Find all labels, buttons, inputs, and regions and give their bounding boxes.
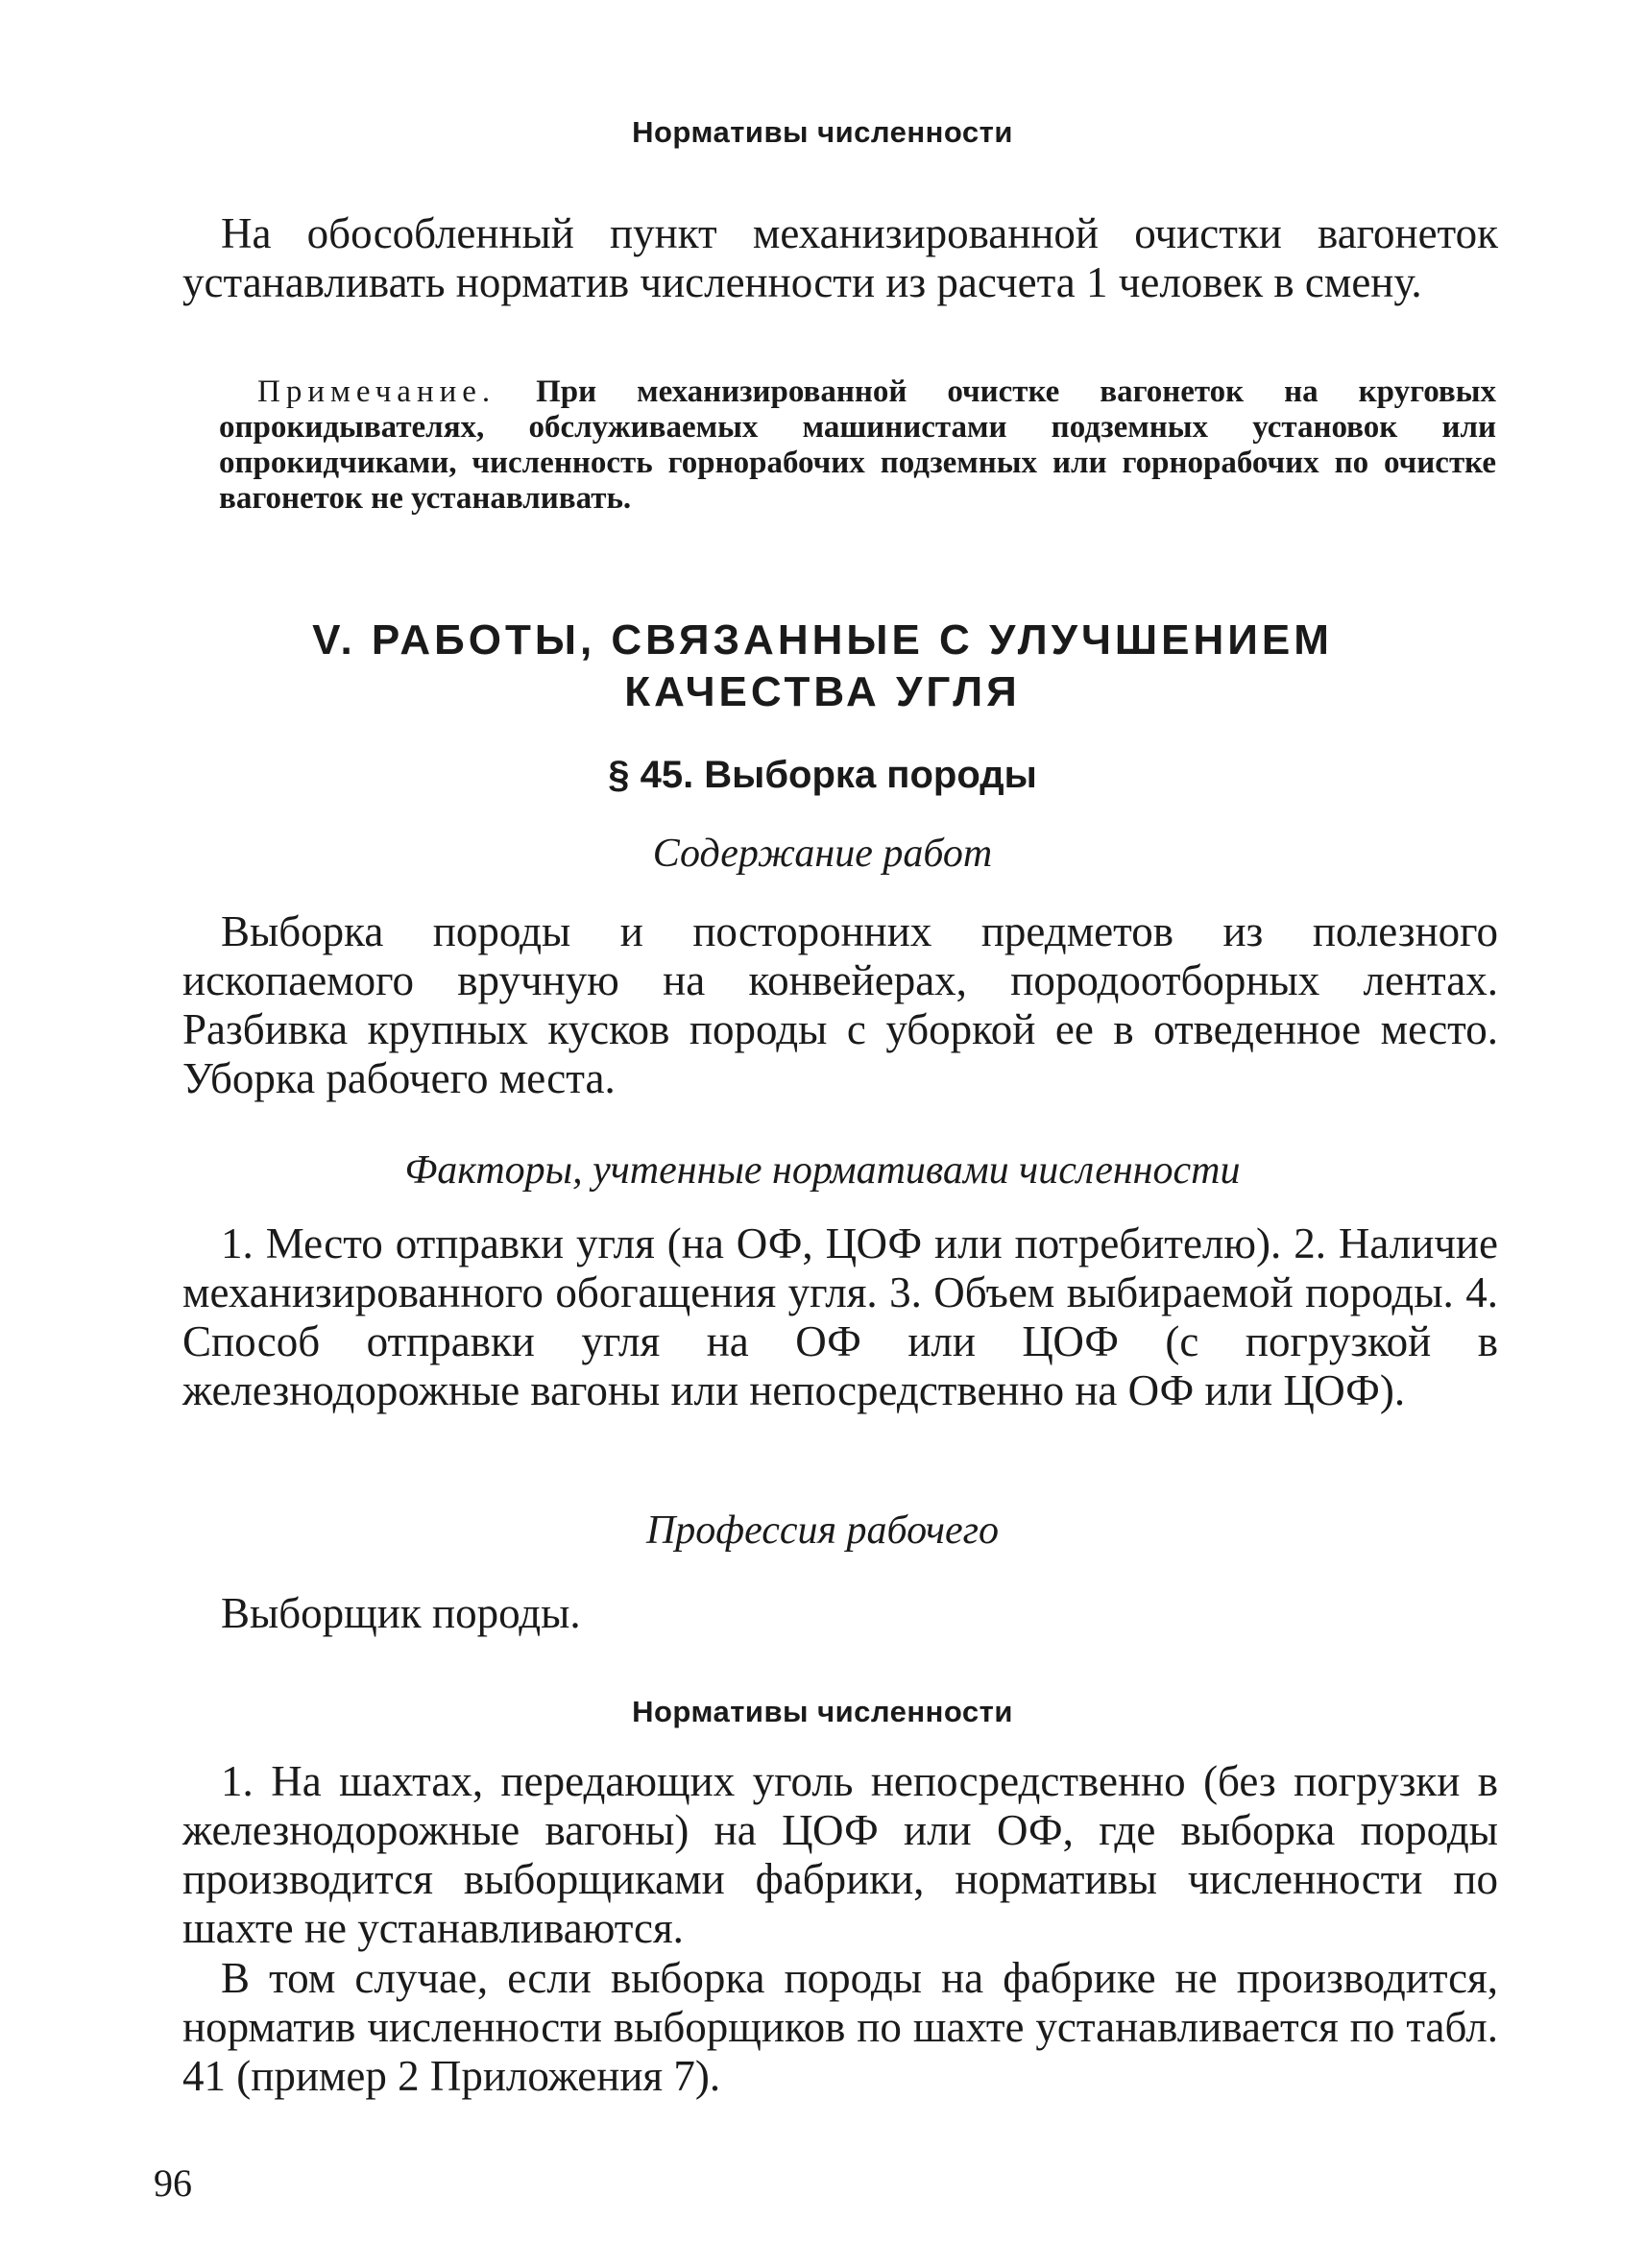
note-block	[219, 374, 1496, 517]
norms-item-2: В том случае, если выборка породы на фабрике не производится, норматив численности выборщиков по шахте устанавливается по табл. 41 (пример 2 Приложения 7).	[182, 1954, 1498, 2100]
norms-item-1: 1. На шахтах, передающих уголь непосредственно (без погрузки в железнодорожные вагоны) на ЦОФ или ОФ, где выборка породы производится выборщиками фабрики, нормативы численности по шахте не устанавливаются.	[182, 1757, 1498, 1952]
work-content-heading: Содержание работ	[652, 832, 993, 876]
profession-heading: Профессия рабочего	[645, 1508, 1000, 1553]
section-title-line-1: V. РАБОТЫ, СВЯЗАННЫЕ С УЛУЧШЕНИЕМ	[312, 616, 1333, 664]
factors-heading: Факторы, учтенные нормативами численности	[404, 1148, 1241, 1193]
paragraph-cleaning-point: На обособленный пункт механизированной очистки вагонеток устанавливать норматив численности из расчета 1 человек в смену.	[182, 209, 1498, 306]
work-content-text: Выборка породы и посторонних предметов из полезного ископаемого вручную на конвейерах, породоотборных лентах. Разбивка крупных кусков породы с уборкой ее в отведенное место. Уборка рабочего места.	[182, 907, 1498, 1102]
note-label: Примечание.	[257, 374, 496, 409]
note-text: При механизированной очистке вагонеток на круговых опрокидывателях, обслуживаемых машинистами подземных установок или опрокидчиками, численность горнорабочих подземных или горнорабочих по очистке вагонеток не устанавливать.	[219, 374, 1496, 516]
page-number: 96	[154, 2161, 192, 2205]
profession-text: Выборщик породы.	[221, 1589, 581, 1637]
section-title-line-2: КАЧЕСТВА УГЛЯ	[624, 668, 1021, 715]
paragraph-heading: § 45. Выборка породы	[608, 754, 1037, 796]
norms-heading: Нормативы численности	[632, 1695, 1013, 1728]
factors-text: 1. Место отправки угля (на ОФ, ЦОФ или потребителю). 2. Наличие механизированного обогащения угля. 3. Объем выбираемой породы. 4. Способ отправки угля на ОФ или ЦОФ (с погрузкой в железнодорожные вагоны или непосредственно на ОФ или ЦОФ).	[182, 1219, 1498, 1414]
section-title	[0, 615, 1645, 718]
norms-heading-top: Нормативы численности	[632, 115, 1013, 149]
